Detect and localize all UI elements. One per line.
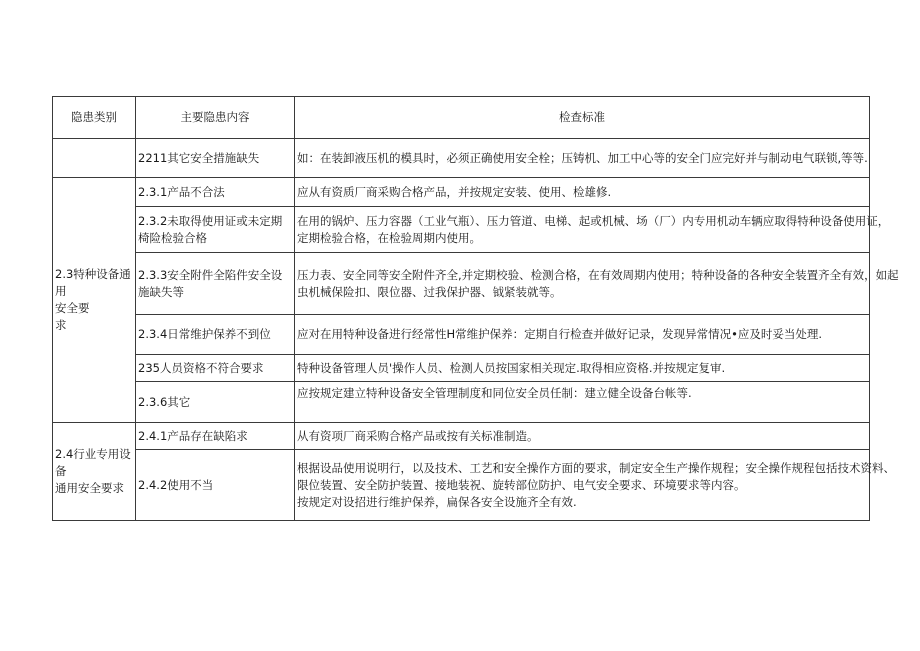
item-cell: 2.3.2未取得使用证或未定期椅险检验合格 bbox=[136, 207, 295, 253]
hazard-inspection-table bbox=[52, 96, 899, 521]
standard-cell bbox=[295, 423, 870, 450]
table-row bbox=[53, 178, 870, 207]
standard-cell bbox=[295, 139, 870, 178]
category-cell-2-3 bbox=[53, 178, 136, 423]
header-content: 主要隐患内容 bbox=[136, 97, 295, 139]
category-text: 安全要 bbox=[55, 301, 90, 315]
table-row bbox=[53, 139, 870, 178]
standard-line: 特种设备管理人员'操作人员、检测人员按国家相关现定.取得相应资格.并按规定复审. bbox=[297, 360, 726, 375]
category-text: 2.4行业专用设备 bbox=[55, 447, 131, 478]
category-text: 2.3特种设备通用 bbox=[55, 267, 131, 298]
standard-line: 根据设品使用说明行，以及技术、工艺和安全操作方面的要求，制定安全生产操作规程；安全操作规程包括技术资料、 bbox=[297, 460, 895, 475]
item-cell: 2.4.1产品存在缺陷求 bbox=[136, 423, 295, 450]
item-cell: 235人员资格不符合要求 bbox=[136, 355, 295, 382]
standard-cell bbox=[295, 355, 870, 382]
header-category: 隐患类别 bbox=[53, 97, 136, 139]
table-row bbox=[53, 315, 870, 355]
item-cell: 2.3.3安全附件全陷件安全设施缺失等 bbox=[136, 253, 295, 315]
item-cell: 2.3.4日常维护保养不到位 bbox=[136, 315, 295, 355]
table-header-row bbox=[53, 97, 870, 139]
standard-line: 应从有资质厂商采购合格产品，并按规定安装、使用、检雄修. bbox=[297, 184, 612, 199]
category-text: 通用安全要求 bbox=[55, 481, 124, 495]
item-cell: 2.3.6其它 bbox=[136, 382, 295, 423]
category-cell-2-4 bbox=[53, 423, 136, 521]
table-row bbox=[53, 423, 870, 450]
header-standard: 检查标准 bbox=[295, 97, 870, 139]
item-cell: 2.3.1产品不合法 bbox=[136, 178, 295, 207]
table-row bbox=[53, 450, 870, 521]
standard-cell bbox=[295, 382, 870, 423]
standard-line: 压力表、安全同等安全附件齐全,并定期校验、检测合格，在有效周期内使用；特种设备的各种安全装置齐全有效，如起 bbox=[297, 267, 899, 282]
category-text: 求 bbox=[55, 318, 67, 332]
table-row bbox=[53, 207, 870, 253]
standard-line: 虫机械保险扣、限位器、过我保护器、钺紧装就等。 bbox=[297, 284, 562, 299]
standard-line: 在用的锅炉、压力容器（工业气瓶）、压力管道、电梯、起或机械、场（厂）内专用机动车辆应取得特种设备使用证， bbox=[297, 213, 890, 228]
standard-line: 如：在装卸液压机的模具时，必须正确使用安全栓；压铸机、加工中心等的安全门应完好并与制动电气联锁,等等. bbox=[297, 150, 868, 165]
table-row bbox=[53, 355, 870, 382]
standard-line: 应对在用特种设备进行经常性H常维护保养：定期自行检查并做好记录，发现异常情况•应及时妥当处理. bbox=[297, 327, 823, 341]
standard-cell bbox=[295, 315, 870, 355]
standard-line: 按规定对设招进行维护保养，扁保各安全设施齐全有效. bbox=[297, 494, 577, 509]
category-cell bbox=[53, 139, 136, 178]
standard-line: 定期检验合格，在检验周期内使用。 bbox=[297, 230, 481, 245]
item-cell: 2.4.2使用不当 bbox=[136, 450, 295, 521]
standard-line: 从有资项厂商采购合格产品或按有关标准制造。 bbox=[297, 428, 539, 443]
standard-line: 应按规定建立特种设备安全管理制度和同位安全员任制：建立健全设备台帐等. bbox=[297, 386, 692, 400]
standard-line: 限位装置、安全防护装置、接地装祝、旋转部位防护、电气安全要求、环境要求等内容。 bbox=[297, 477, 746, 492]
standard-cell bbox=[295, 450, 895, 521]
table-row bbox=[53, 253, 870, 315]
standard-cell bbox=[295, 253, 899, 315]
standard-cell bbox=[295, 207, 890, 253]
item-cell: 2211其它安全措施缺失 bbox=[136, 139, 295, 178]
table-row bbox=[53, 382, 870, 423]
standard-cell bbox=[295, 178, 870, 207]
